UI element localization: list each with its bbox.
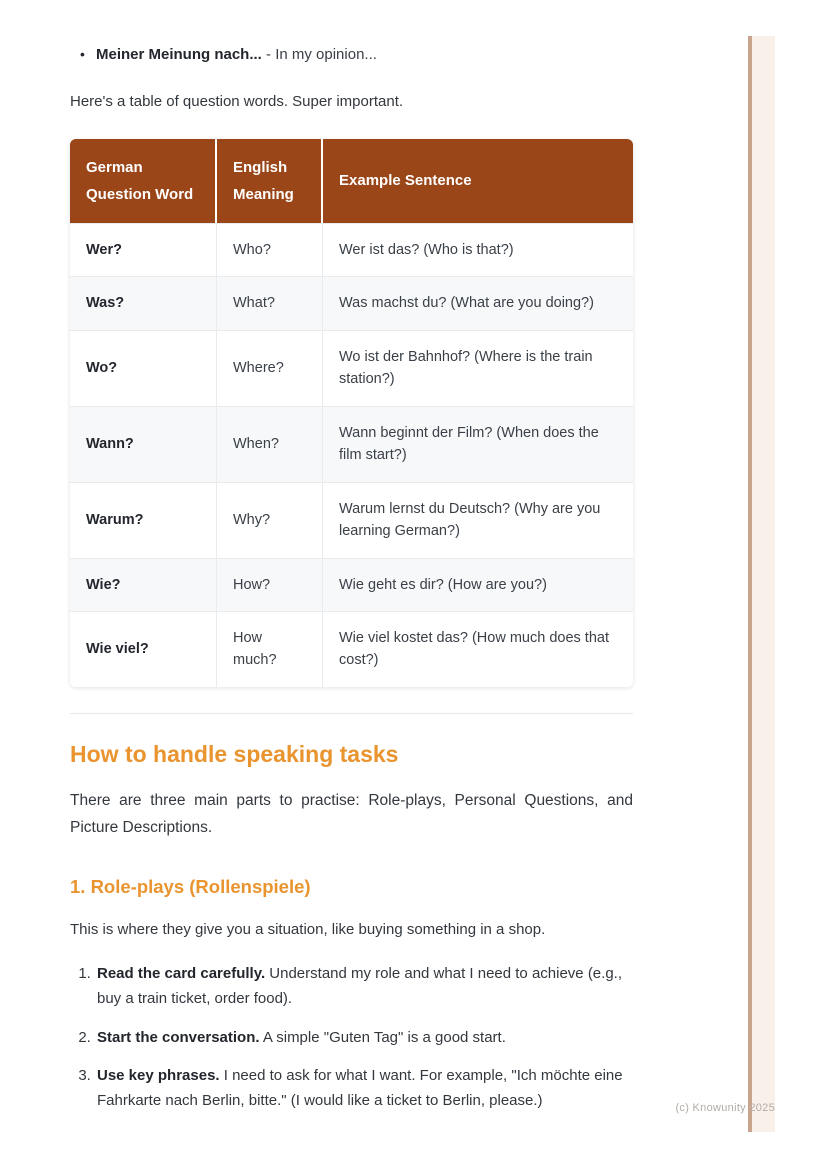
step-detail: I need to ask for what I want. For example, "Ich möchte eine Fahrkarte nach Berlin, bitte." (I would like a ticket to Berlin, please.) (97, 1067, 623, 1110)
header-english-meaning: English Meaning (217, 139, 323, 223)
bullet-marker: • (80, 46, 85, 62)
list-item (95, 1026, 633, 1051)
table-intro-text: Here's a table of question words. Super important. (70, 92, 404, 110)
cell-example: Wie geht es dir? (How are you?) (323, 558, 633, 611)
cell-german: Warum? (70, 482, 217, 558)
table-row (70, 330, 633, 406)
cell-example: Was machst du? (What are you doing?) (323, 276, 633, 329)
step-bold-phrase: Start the conversation. (97, 1028, 260, 1046)
cell-german: Was? (70, 276, 217, 329)
step-detail: A simple "Guten Tag" is a good start. (259, 1028, 506, 1046)
cell-example: Wie viel kostet das? (How much does that cost?) (323, 611, 633, 687)
table-row (70, 611, 633, 687)
step-bold-phrase: Read the card carefully. (97, 965, 266, 983)
cell-english: Where? (217, 330, 323, 406)
header-german-question-word: German Question Word (70, 139, 217, 223)
copyright-watermark: (c) Knowunity 2025 (675, 1102, 775, 1114)
subsection-intro-paragraph: This is where they give you a situation, like buying something in a shop. (70, 921, 546, 939)
roleplay-steps-list (70, 962, 633, 1114)
cell-example: Warum lernst du Deutsch? (Why are you learning German?) (323, 482, 633, 558)
cell-english: When? (217, 406, 323, 482)
document-body (70, 38, 633, 1128)
section-divider (70, 713, 633, 714)
cell-example: Wer ist das? (Who is that?) (323, 223, 633, 276)
cell-english: How much? (217, 611, 323, 687)
table-row (70, 558, 633, 611)
page-binding-stripe (748, 36, 775, 1132)
list-item (95, 962, 633, 1012)
section-heading: How to handle speaking tasks (70, 740, 399, 767)
cell-example: Wo ist der Bahnhof? (Where is the train station?) (323, 330, 633, 406)
table-row (70, 276, 633, 329)
bullet-bold-phrase: Meiner Meinung nach... (96, 46, 262, 63)
bullet-list-item (80, 44, 633, 66)
cell-english: What? (217, 276, 323, 329)
bullet-translation: - In my opinion... (261, 46, 377, 63)
cell-example: Wann beginnt der Film? (When does the film start?) (323, 406, 633, 482)
cell-german: Wer? (70, 223, 217, 276)
table-row (70, 482, 633, 558)
subsection-heading: 1. Role-plays (Rollenspiele) (70, 876, 311, 898)
step-bold-phrase: Use key phrases. (97, 1067, 220, 1085)
cell-english: How? (217, 558, 323, 611)
table-row (70, 223, 633, 276)
step-detail: Understand my role and what I need to achieve (e.g., buy a train ticket, order food). (97, 965, 622, 1007)
cell-english: Why? (217, 482, 323, 558)
cell-german: Wo? (70, 330, 217, 406)
bullet-text (96, 44, 377, 66)
table-header-row (70, 139, 633, 223)
section-intro-paragraph: There are three main parts to practise: Role-plays, Personal Questions, and Picture Descriptions. (70, 791, 633, 837)
question-words-table (70, 139, 633, 687)
cell-english: Who? (217, 223, 323, 276)
list-item (95, 1064, 633, 1114)
cell-german: Wie? (70, 558, 217, 611)
table-row (70, 406, 633, 482)
cell-german: Wie viel? (70, 611, 217, 687)
header-example-sentence: Example Sentence (323, 139, 633, 223)
cell-german: Wann? (70, 406, 217, 482)
